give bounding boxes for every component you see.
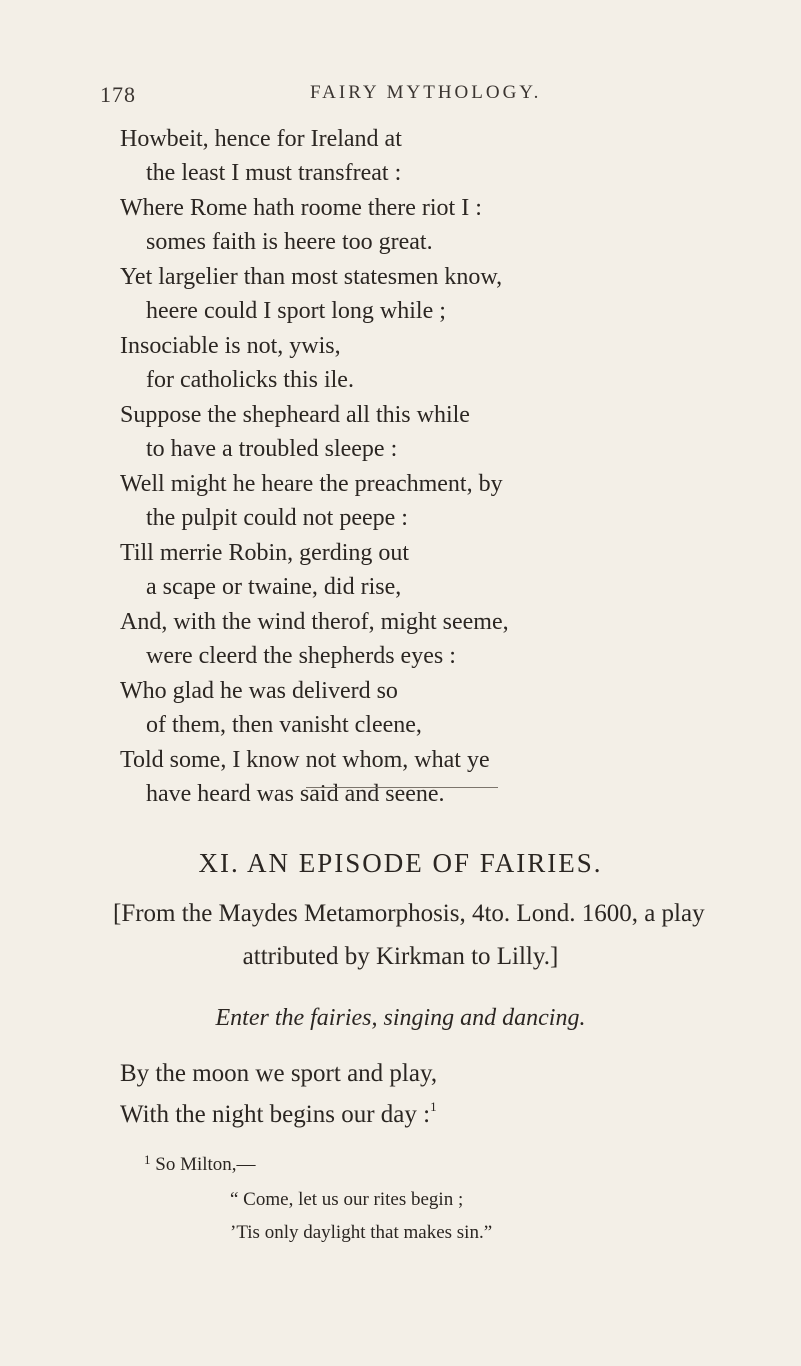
source-note-line: attributed by Kirkman to Lilly.] — [242, 943, 559, 970]
running-head: FAIRY MYTHOLOGY. — [310, 82, 542, 103]
poem-line: And, with the wind therof, might seeme, — [120, 609, 509, 635]
poem-line: Where Rome hath roome there riot I : — [120, 195, 482, 221]
section-divider — [306, 787, 498, 788]
poem-line: heere could I sport long while ; — [146, 298, 446, 324]
poem-line: Suppose the shepheard all this while — [120, 402, 470, 428]
page-header — [0, 82, 801, 112]
poem-line: somes faith is heere too great. — [146, 229, 433, 255]
poem-line: Yet largelier than most statesmen know, — [120, 264, 503, 290]
footnote-quote-line: ’Tis only daylight that makes sin.” — [230, 1222, 493, 1243]
song-line-text: With the night begins our day : — [120, 1101, 431, 1128]
poem-line: a scape or twaine, did rise, — [146, 574, 402, 600]
footnote-quote-line: “ Come, let us our rites begin ; — [230, 1189, 464, 1210]
footnote-mark: 1 — [144, 1152, 151, 1167]
song-line — [120, 1101, 437, 1129]
poem-line: Well might he heare the preachment, by — [120, 471, 503, 497]
page-number: 178 — [100, 82, 136, 107]
poem-line: Who glad he was deliverd so — [120, 678, 398, 704]
footnote-reference: 1 — [430, 1099, 437, 1114]
song-line: By the moon we sport and play, — [120, 1060, 438, 1087]
section-title: XI. AN EPISODE OF FAIRIES. — [198, 848, 603, 878]
poem-line: were cleerd the shepherds eyes : — [146, 643, 456, 669]
poem-line: Insociable is not, ywis, — [120, 333, 341, 359]
source-note-line: [From the Maydes Metamorphosis, 4to. Lond. 1600, a play — [113, 900, 705, 927]
poem-line: Howbeit, hence for Ireland at — [120, 126, 402, 152]
footnote-intro: So Milton,— — [155, 1154, 256, 1175]
poem-line: to have a troubled sleepe : — [146, 436, 398, 462]
stage-direction: Enter the fairies, singing and dancing. — [215, 1005, 586, 1031]
poem-line: the least I must transfreat : — [146, 160, 402, 186]
footnote — [144, 1154, 256, 1176]
poem-line: Till merrie Robin, gerding out — [120, 540, 410, 566]
poem-line: have heard was said and seene. — [146, 781, 445, 807]
poem-line: of them, then vanisht cleene, — [146, 712, 422, 738]
poem-line: for catholicks this ile. — [146, 367, 354, 393]
poem-line: the pulpit could not peepe : — [146, 505, 408, 531]
poem-line: Told some, I know not whom, what ye — [120, 747, 490, 773]
